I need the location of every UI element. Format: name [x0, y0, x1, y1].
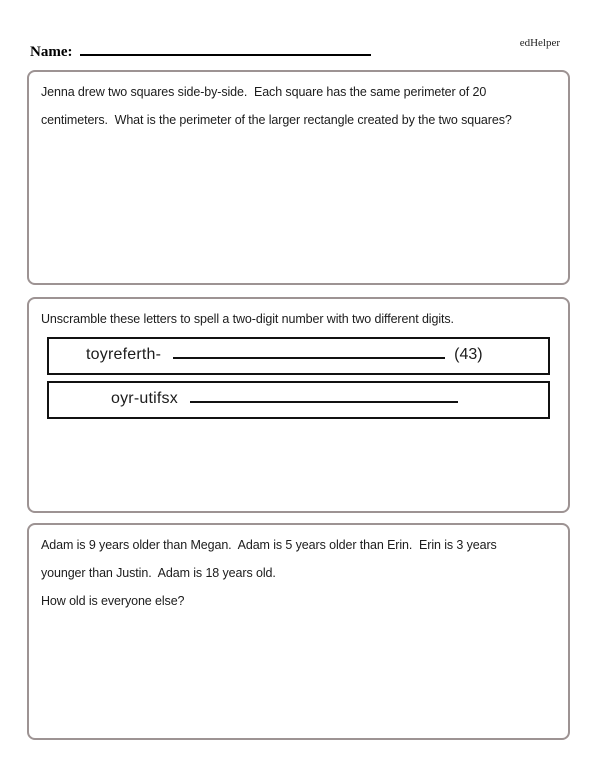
problem-box-ages	[27, 523, 570, 740]
problem-box-unscramble	[27, 297, 570, 513]
problem2-instruction: Unscramble these letters to spell a two-digit number with two different digits.	[41, 312, 454, 326]
name-blank-line[interactable]	[80, 52, 371, 56]
problem1-text-line2: centimeters. What is the perimeter of the larger rectangle created by the two squares?	[41, 113, 512, 127]
scramble-text-1: toyreferth-	[86, 346, 162, 363]
unscramble-item-1	[47, 337, 550, 375]
problem1-text-line1: Jenna drew two squares side-by-side. Each square has the same perimeter of 20	[41, 85, 487, 99]
problem3-text-line3: How old is everyone else?	[41, 594, 185, 608]
problem-box-squares	[27, 70, 570, 285]
scramble-text-2: oyr-utifsx	[111, 390, 178, 407]
answer-blank-line-2[interactable]	[190, 399, 458, 403]
unscramble-item-2	[47, 381, 550, 419]
name-section	[30, 44, 371, 61]
problem3-text-line1: Adam is 9 years older than Megan. Adam is 5 years older than Erin. Erin is 3 years	[41, 538, 497, 552]
name-label: Name:	[30, 44, 73, 60]
problem3-text-line2: younger than Justin. Adam is 18 years old.	[41, 566, 276, 580]
answer-blank-line-1[interactable]	[173, 355, 445, 359]
edhelper-logo-text: edHelper	[519, 37, 560, 49]
answer-hint-1: (43)	[454, 346, 483, 363]
